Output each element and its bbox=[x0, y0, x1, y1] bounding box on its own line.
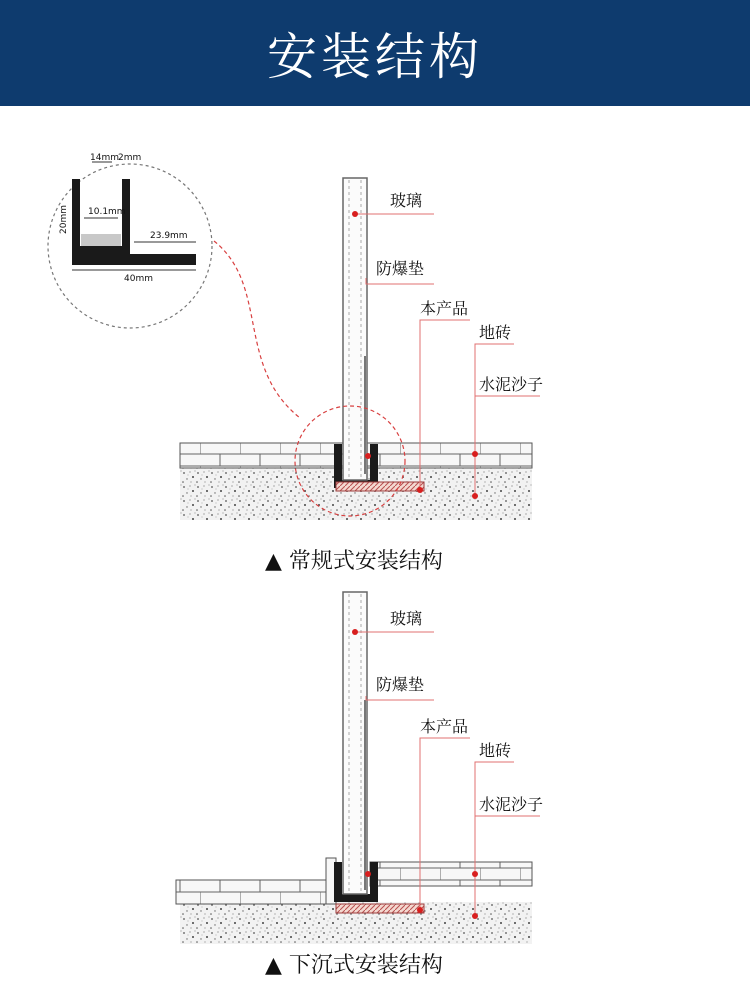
marker-gasket bbox=[365, 871, 371, 877]
marker-tile bbox=[472, 451, 478, 457]
marker-cement bbox=[472, 913, 478, 919]
dim-wall: 2mm bbox=[118, 153, 142, 163]
marker-cement bbox=[472, 493, 478, 499]
page-title: 安装结构 bbox=[0, 0, 750, 106]
floor-tile-left bbox=[176, 880, 330, 904]
label-gasket: 防爆垫 bbox=[376, 675, 425, 694]
label-gasket: 防爆垫 bbox=[376, 259, 425, 278]
zoom-connector bbox=[214, 241, 300, 418]
marker-product bbox=[417, 907, 423, 913]
profile-flange bbox=[336, 482, 424, 491]
glass-panel bbox=[343, 178, 367, 480]
label-product: 本产品 bbox=[420, 717, 469, 736]
dim-total: 40mm bbox=[124, 274, 153, 284]
label-tile: 地砖 bbox=[479, 323, 512, 342]
label-glass: 玻璃 bbox=[390, 191, 423, 210]
marker-product bbox=[417, 487, 423, 493]
label-tile: 地砖 bbox=[479, 741, 512, 760]
detail-profile bbox=[59, 153, 196, 284]
dim-inner: 10.1mm bbox=[88, 207, 126, 217]
sunken-installation-diagram bbox=[0, 580, 750, 1000]
dim-flange: 23.9mm bbox=[150, 231, 188, 241]
marker-glass bbox=[352, 629, 358, 635]
marker-gasket bbox=[365, 453, 371, 459]
marker-tile bbox=[472, 871, 478, 877]
floor-tile-right bbox=[370, 862, 532, 886]
glass-panel bbox=[343, 592, 367, 894]
label-product: 本产品 bbox=[420, 299, 469, 318]
caption-sunken: ▲ 下沉式安装结构 bbox=[265, 953, 443, 978]
dim-height: 20mm bbox=[59, 205, 69, 234]
standard-installation-diagram bbox=[0, 106, 750, 580]
marker-glass bbox=[352, 211, 358, 217]
label-cement: 水泥沙子 bbox=[479, 795, 544, 814]
label-glass: 玻璃 bbox=[390, 609, 423, 628]
profile-flange bbox=[336, 904, 424, 913]
caption-standard: ▲ 常规式安装结构 bbox=[265, 549, 443, 574]
label-cement: 水泥沙子 bbox=[479, 375, 544, 394]
dim-top-width: 14mm bbox=[90, 153, 119, 163]
